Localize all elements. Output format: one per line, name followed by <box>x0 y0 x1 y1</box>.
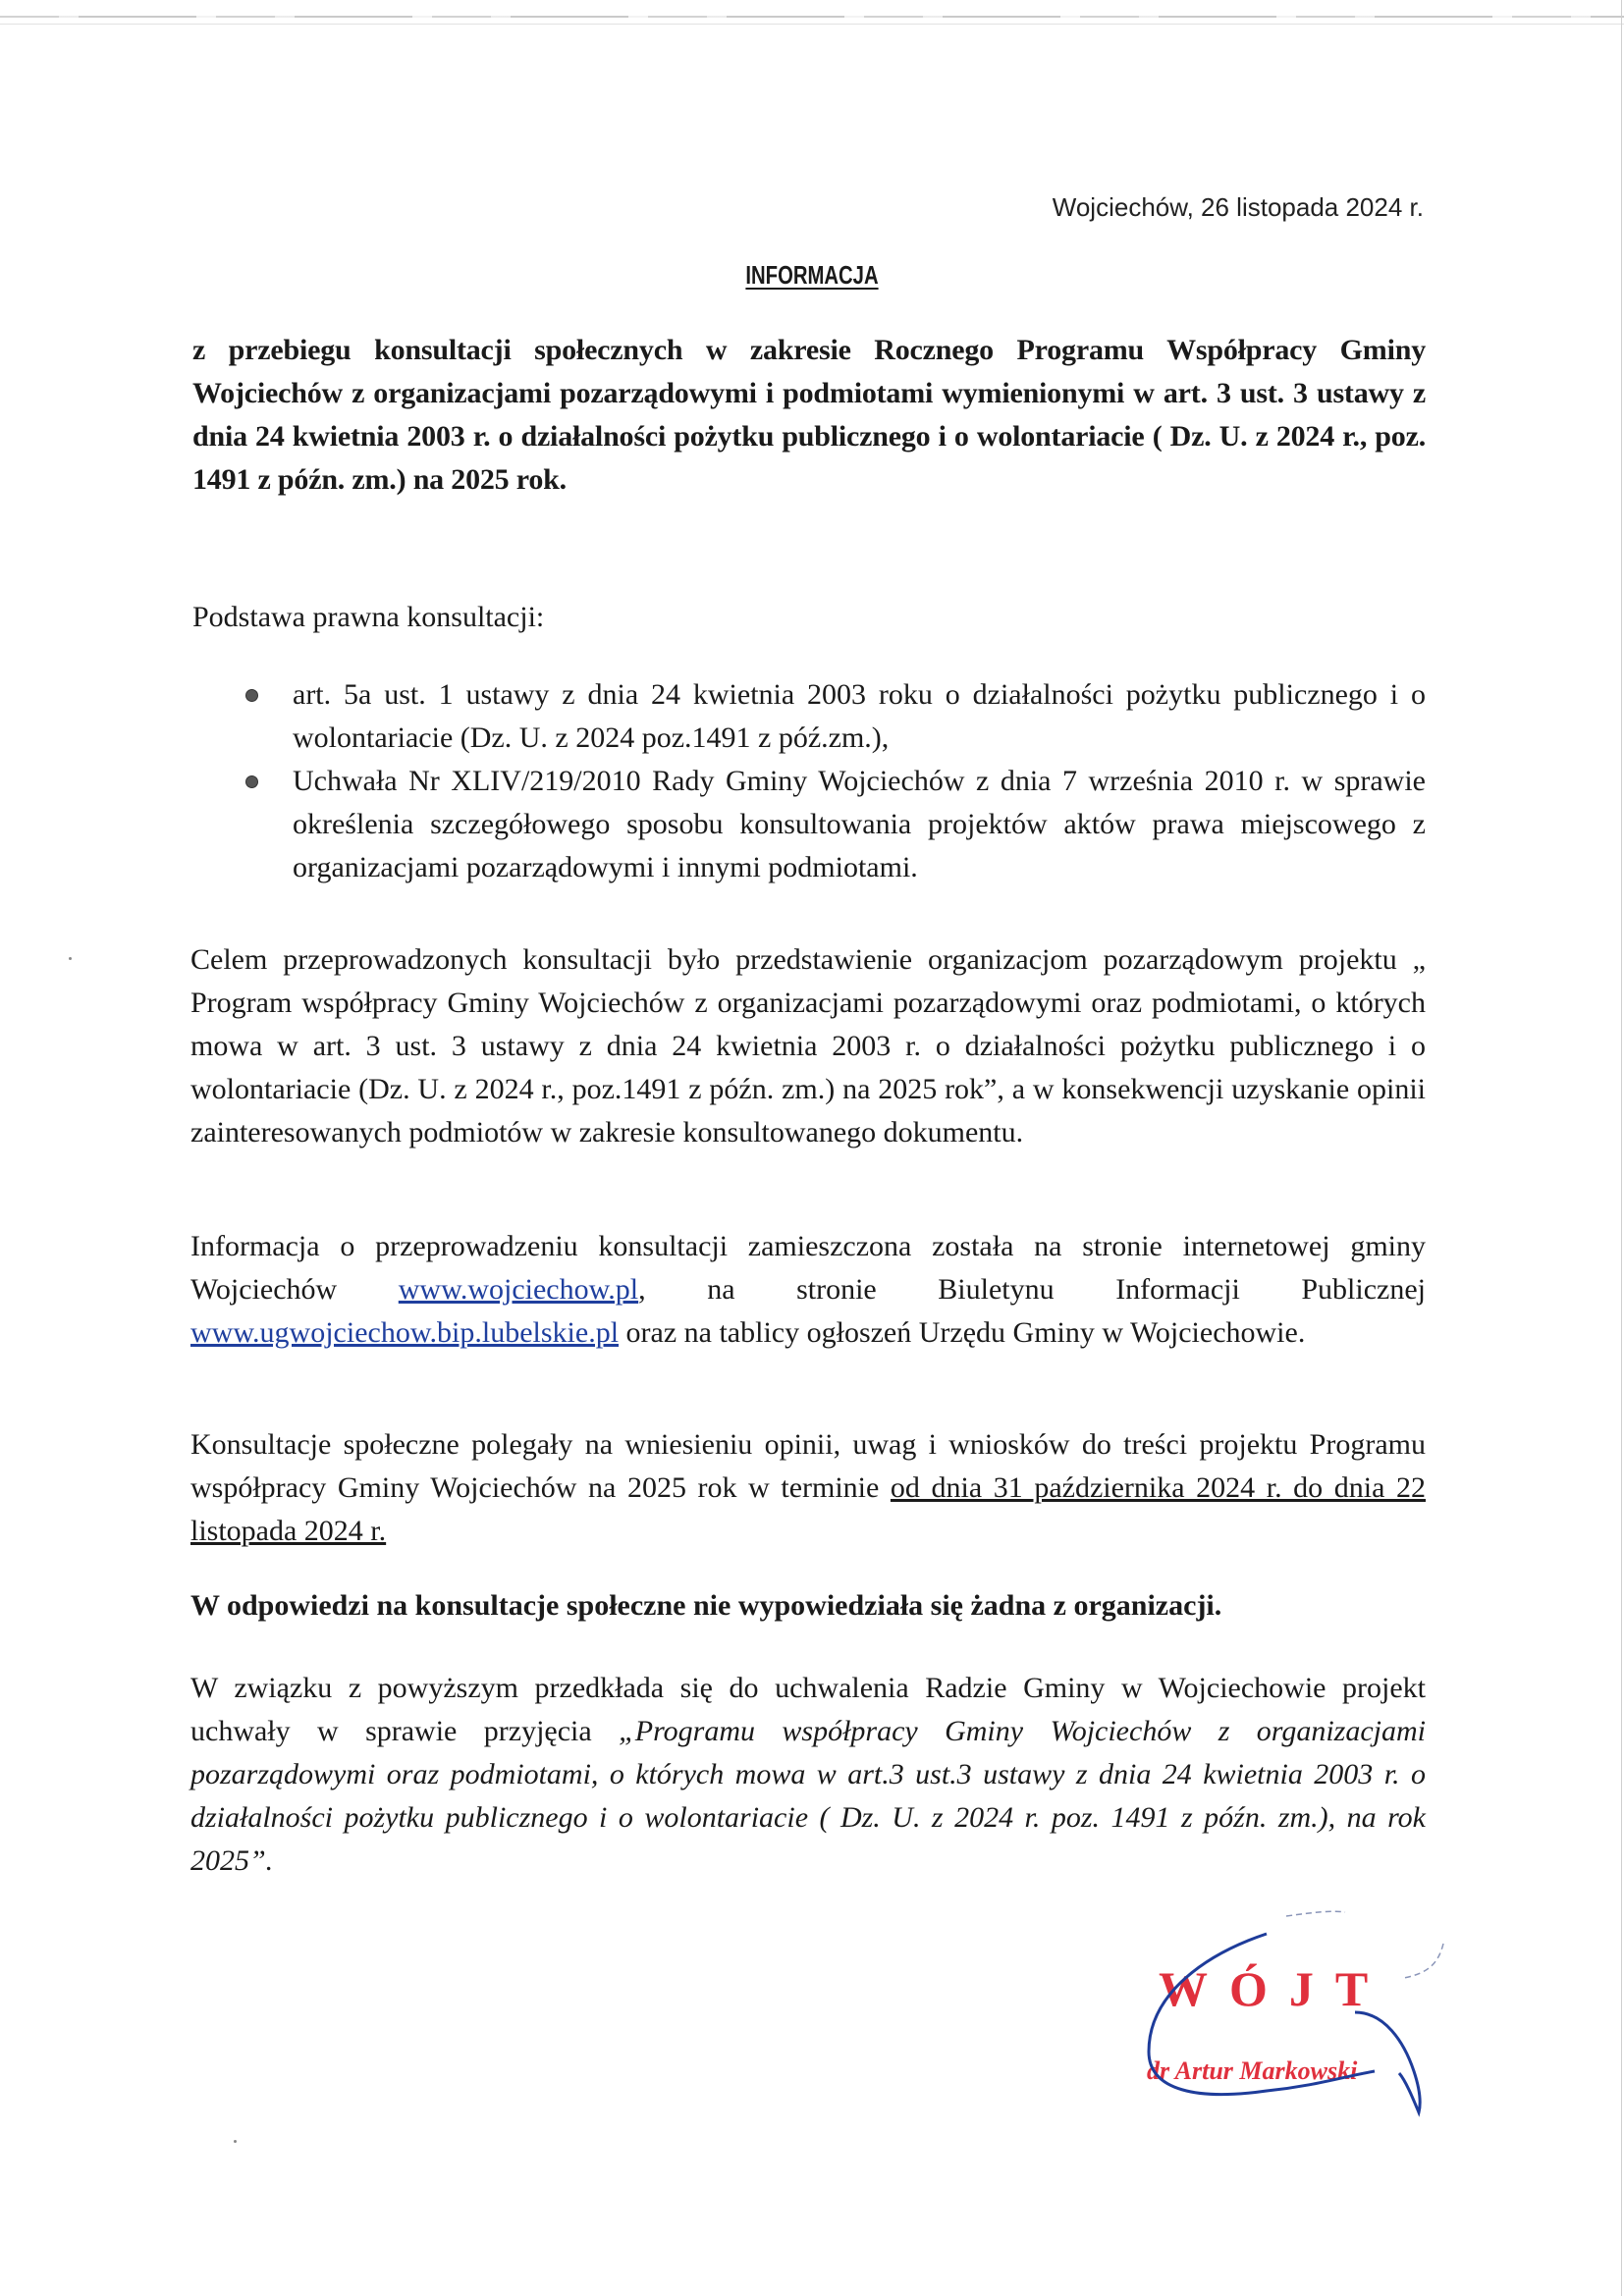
scan-speck <box>69 957 72 960</box>
purpose-paragraph: Celem przeprowadzonych konsultacji było przedstawienie organizacjom pozarządowym projektu „ Program współpracy Gminy Wojciechów z organizacjami pozarządowymi oraz podmiotami, o których mowa w art. 3 ust. 3 ustawy z dnia 24 kwietnia 2003 r. o działalności pożytku publicznego i o wolontariacie (Dz. U. z 2024 r., poz.1491 z późn. zm.) na 2025 rok”, a w konsekwencji uzyskanie opinii zainteresowanych podmiotów w zakresie konsultowanego dokumentu. <box>190 943 1426 1148</box>
consultation-paragraph <box>190 1423 1426 1553</box>
legal-basis-item <box>245 760 1426 889</box>
conclusion-paragraph <box>190 1667 1426 1883</box>
signature-icon <box>1119 1904 1492 2120</box>
page-edge <box>1621 0 1622 2296</box>
place-date: Wojciechów, 26 listopada 2024 r. <box>1052 192 1424 222</box>
conclusion-text: W związku z powyższym przedkłada się do uchwalenia Radzie Gminy w Wojciechowie projekt uchwały w sprawie przyjęcia <box>190 1672 1426 1747</box>
legal-basis-item <box>245 673 1426 760</box>
bullet-icon <box>245 689 258 702</box>
publication-text: oraz na tablicy ogłoszeń Urzędu Gminy w Wojciechowie. <box>619 1316 1306 1349</box>
stamp-name: dr Artur Markowski <box>1147 2056 1358 2085</box>
document-heading <box>179 260 1445 291</box>
document-subject: z przebiegu konsultacji społecznych w zakresie Rocznego Programu Współpracy Gminy Wojciechów z organizacjami pozarządowymi i podmiotami wymienionymi w art. 3 ust. 3 ustawy z dnia 24 kwietnia 2003 r. o działalności pożytku publicznego i o wolontariacie ( Dz. U. z 2024 r., poz. 1491 z późn. zm.) na 2025 rok. <box>192 334 1426 496</box>
consultation-period: od dnia 31 października 2024 r. do dnia 22 listopada 2024 r. <box>190 1471 1426 1547</box>
stamp-title: WÓJT <box>1159 1961 1390 2016</box>
legal-basis-list <box>245 673 1426 889</box>
bullet-icon <box>245 775 258 788</box>
website-link[interactable]: www.wojciechow.pl <box>398 1273 639 1306</box>
publication-text: Informacja o przeprowadzeniu konsultacji zamieszczona została na stronie internetowej gminy Wojciechów <box>190 1230 1426 1306</box>
bip-link[interactable]: www.ugwojciechow.bip.lubelskie.pl <box>190 1316 620 1349</box>
heading-text: INFORMACJA <box>745 260 879 290</box>
legal-basis-item-text: art. 5a ust. 1 ustawy z dnia 24 kwietnia 2003 roku o działalności pożytku publicznego i o wolontariacie (Dz. U. z 2024 poz.1491 z póź.zm.), <box>293 678 1426 754</box>
scan-artifact-line <box>0 24 1624 25</box>
publication-paragraph <box>190 1225 1426 1355</box>
consultation-text: Konsultacje społeczne polegały na wniesieniu opinii, uwag i wniosków do treści projektu Programu współpracy Gminy Wojciechów na 2025 rok w terminie <box>190 1428 1426 1504</box>
legal-basis-label: Podstawa prawna konsultacji: <box>192 601 545 633</box>
scan-speck <box>234 2140 237 2143</box>
scan-artifact-line <box>0 16 1624 18</box>
legal-basis-item-text: Uchwała Nr XLIV/219/2010 Rady Gminy Wojciechów z dnia 7 września 2010 r. w sprawie określenia szczegółowego sposobu konsultowania projektów aktów prawa miejscowego z organizacjami pozarządowymi i innymi podmiotami. <box>293 765 1426 883</box>
result-statement: W odpowiedzi na konsultacje społeczne nie wypowiedziała się żadna z organizacji. <box>190 1589 1222 1622</box>
program-title: „Programu współpracy Gminy Wojciechów z organizacjami pozarządowymi oraz podmiotami, o których mowa w art.3 ust.3 ustawy z dnia 24 kwietnia 2003 r. o działalności pożytku publicznego i o wolontariacie ( Dz. U. z 2024 r. poz. 1491 z późn. zm.), na rok 2025”. <box>190 1715 1426 1877</box>
publication-text: , na stronie Biuletynu Informacji Publicznej <box>638 1273 1426 1306</box>
